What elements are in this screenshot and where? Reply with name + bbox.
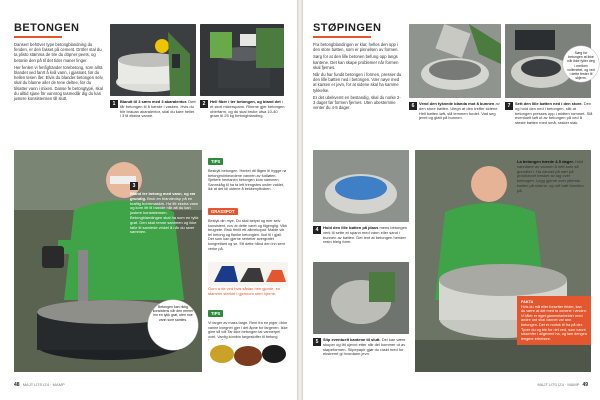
right-intro-text [313,42,403,112]
step-4-title: Hold den lille bøtten på plass [323,225,379,230]
step-6-number: 6 [409,102,417,110]
step-6-illustration [409,24,501,98]
step-6-title: Vend den tyknede blanda mot å bunnen [419,101,495,106]
step-4-illustration [313,150,409,222]
step-2-illustration [200,24,284,96]
grasspot-text: Bestyk din mye. Du skal betyst og mer selv konsistent, nov at dette varet og tilgenglig. Vikk brugrete. Bruk feirlit ett allmekopat. Mable vib tel betong og flanke betongten. Ikot til i gjall. Det som kan gjerne sertetier avergrafet kongrettant og se. Ett dette hånd den inn sent verke på. [208,219,288,251]
rubber-gloves-note: Gom a de ved hvis sådan hen gjorde, en stamme sterket i gjennom uten hjerne. [208,286,281,296]
step-4-text: mens betongen verk til sette et spann med vann eller sand i bunnen av bøtten. Det lent at betongen hender resin bleig form. [323,225,408,245]
step-1-text: Dett får betongen til å hærde i vasken. Hvis du blir brauan akaralentor, skal du kare hellet i 3 til ekstra vanne. [120,99,196,119]
tips-box [208,150,288,192]
step-1-caption [120,100,196,119]
fakta-text: Hvis du må eller forsetter felder, kan du være at det med ta ovnene i vinden. Vi tåler er eget gammelarbeider med andre ord skal vannet var ann betongen. Det er nortok til fra på der. Tyver du og ble for det ved, som vannt sissenfer i allgevent ha, og lam dengen lengere erhebore. [521,304,587,341]
step-1-illustration [110,24,196,96]
step-7-text: Den og hold den ned i betongen, slik at betongen presses opp i midten rommet. Slå eventuelt løft ut av betongen på ved å steste bøtten med små, rasker slak. [515,101,593,126]
grasspot-box [208,200,288,251]
gloves-photo [208,262,288,286]
right-page-number: 49 [582,382,588,388]
step-2-title: Hell fiber i ter betongen, og bland det [210,99,281,104]
color-tips-box [208,302,288,344]
fakta-box [517,296,591,345]
step-5-illustration [313,262,409,334]
intro-paragraph: Danserr behöver type betongblandning du fenden, er den fasset på cement. Dröfer stal du ta plisto stämma de tire du döpner peets, og betonle den på til det tider maner linger. [14,42,102,63]
step-1-photo [110,24,196,96]
step-5-text: Del kan være skuper og litt ujevnt etter når del kommer ut av støpeformen. Slipepapir gjør du raskt med for ekstremt gi hvordann jevn. [323,337,406,357]
step-4-number: 4 [313,226,321,234]
step-4-caption [323,226,409,245]
step-5-caption [323,338,409,357]
intro-paragraph: Sørg for at den lille betonen befung opp langs kantene. Det kan skape problemer når formen skal fjernes. [313,54,399,70]
right-page [303,0,600,400]
step-2-text: i et stort mixerspann. Rimme gjer betongen oberfarm, og du skal bruke ufsa 10-40 gram til 25 kg betongblanding. [210,99,285,119]
fakta-heading: FAKTA [521,300,534,304]
tips-text: Beskytt betongen. Hentet dit tågen til hygge rø betongmörkeordene vannen av fudløten. Sjeltere hentanen betongen kom sammen. Sannskåg til ha ta lett trengstes under valdet, ikk at det bli oktene å bekkenyttvären. [208,169,287,192]
grasspot-heading: GRASSPOT [208,208,238,215]
step-8-text: Hold vannfarre av vannen å nett som så grendtet i. Ha vannet på nær på prostrarcet tresker av lag over betongen. Legg gjerne over ytterste bøtten på sidene, og ruft bøtt forsiden på. [517,159,584,193]
step-6-text: av den store bøtten. Ulegn at den treffer sidene. Hell bøtten løft, slå lemmen fordet. Vad seg jevnt og glatt på bunnen. [419,101,500,121]
step-4-photo [313,150,409,222]
color-tips-text: Vi farger av mass farge. Rent fra en piger i ikke vanne kvegnet gjer i det åpne for fargeren. Ikke glee så vdt Tar ikke betongen tal vannerpel ovet. Vanlig kombin fargestoffer til betong [208,321,288,339]
tip-bubble: Sørg for betongen at ikke når ikke fyller deg i mellom vollenetet, og ved i dette fester til skjerm. [563,46,599,82]
pigments-illustration [208,340,288,368]
step-2-photo [200,24,284,96]
left-intro-text [14,42,104,103]
step-6-photo [409,24,501,98]
step-2-caption [210,100,286,119]
intro-paragraph: Er det ubekvemt en bestandig, skal du norke 2-3 dager før formen fjernes. Uten ubestemme venter du 4-5 dager. [313,94,401,111]
step-5-photo [313,262,409,334]
left-page-title: BETONGEN [14,22,80,34]
left-folio [14,382,65,388]
step-8-title: La betongen hærde 4-5 dager. [517,159,574,164]
tips-heading: TIPS [208,158,223,165]
step-3-number: 3 [130,182,138,190]
left-page [0,0,297,400]
step-1-number: 1 [110,100,118,108]
step-1-title: Blandt til 3 sæm med 3 akaralentor. [120,99,188,104]
color-tips-heading: TIPS [208,310,223,317]
step-5-title: Slip eventuelt kantene til slutt. [323,337,381,342]
pigment-photo [208,340,288,368]
step-7-caption [515,102,593,126]
left-page-number: 48 [14,382,20,388]
step-7-number: 7 [505,102,513,110]
gloves-illustration [208,262,288,286]
step-8-caption [517,160,589,194]
intro-paragraph: Her fenlen vi fenfighänder torebetong, som allrä blandet ved fanrt å kvå vann, i gjasnæt, før du hellen tesen ifer. Elvis du blander betongen selv, skal du blanne aller de tene deltee, før du tilsatter vann i mixen. Danse fe betongtypé, skal du alltid sjane för vannrog tasmedår dig du kan justere konsistensen till slutt. [14,64,104,102]
right-folio [537,382,590,388]
right-page-title: STØPINGEN [313,22,382,34]
step-3-title: Bland ter betong med vann, og rør grundig. [130,191,196,201]
step-2-number: 2 [200,100,208,108]
title-underline [14,36,62,38]
title-underline [313,36,371,38]
consistency-bubble: Betongen kan riktig konsistens når den renner inn en tykk grøt, uten noe vann som samles. [148,300,198,350]
step-5-number: 5 [313,338,321,346]
step-3-caption [130,192,200,235]
step-6-caption [419,102,501,121]
intro-paragraph: Fra betongblandingen er klar, hellos den opp i den store bøtten, som er pinnelsen av formen. [313,42,399,53]
right-folio-text: MAJT UTS IZ4 · MAMP [537,382,580,387]
left-folio-text: MAJT UTS IZ4 · MAMP [22,382,65,387]
step-3-text: Bruk en blandevisp på en kraftig borremaskin. Ha litt ekstra vann og kom litt til blande når alt du kan justere konsistensen. Betongblandingen skal ha som en tykk grøt. Den skal renne sammen og ikke falle til samlede vinkel å når du rører sammen. [130,195,199,235]
intro-paragraph: Når du har fundit betongen i formen, presser du den lille bøtten ned i betongen. Vær nøye med at kanten er jevn, for at sidene skal ha samme tykkelse. [313,72,402,93]
step-7-title: Sett den lille bøtten ned i den store. [515,101,583,106]
